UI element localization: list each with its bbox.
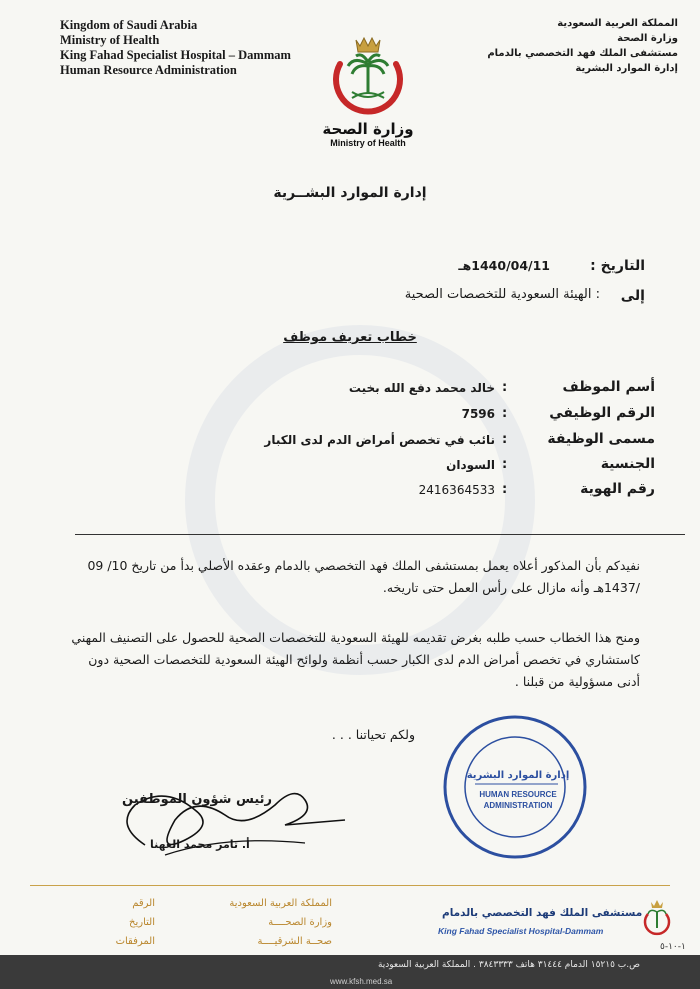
signatory-title: رئيس شؤون الموظفين <box>122 792 273 807</box>
field-label-id-number: رقم الهوية <box>580 481 655 497</box>
footer-date-label: التاريخ <box>129 917 155 928</box>
footer-hospital-arabic: مستشفى الملك فهد التخصصي بالدمام <box>442 907 643 919</box>
header-ar-line-2: وزارة الصحة <box>617 33 678 44</box>
to-value: : الهيئة السعودية للتخصصات الصحية <box>404 287 600 302</box>
header-en-line-2: Ministry of Health <box>60 33 160 47</box>
footer-kingdom-text: المملكة العربية السعودية <box>229 898 332 909</box>
field-value-id-number: 2416364533 <box>418 483 495 497</box>
field-colon: : <box>502 406 508 421</box>
footer-ministry-lines <box>229 894 332 951</box>
footer-eastern-health-text: صحــة الشرقيــــة <box>257 936 332 947</box>
stamp-english-text-2: ADMINISTRATION <box>483 801 553 810</box>
field-label-job-title: مسمى الوظيفة <box>547 431 655 447</box>
header-english <box>60 18 291 78</box>
field-label-employee-number: الرقم الوظيفي <box>549 405 655 421</box>
field-label-name: أسم الموظف <box>562 379 655 395</box>
footer-reference-labels <box>116 894 155 951</box>
field-value-name: خالد محمد دفع الله بخيت <box>348 381 495 395</box>
logo-arabic-text: وزارة الصحة <box>322 120 414 138</box>
header-ar-line-3: مستشفى الملك فهد التخصصي بالدمام <box>487 48 678 59</box>
date-label: التاريخ : <box>590 258 645 274</box>
header-en-line-1: Kingdom of Saudi Arabia <box>60 18 198 32</box>
department-title: إدارة الموارد البشــرية <box>273 185 427 201</box>
reference-code: ١-١٠-٥ <box>660 942 686 952</box>
date-value: 1440/04/11هـ <box>458 258 550 273</box>
field-label-nationality: الجنسية <box>600 456 655 472</box>
footer-address: ص.ب ١٥٢١٥ الدمام ٣١٤٤٤ هاتف ٣٨٤٣٣٣٣ . المملكة العربية السعودية <box>377 960 640 970</box>
footer-attachments-label: المرفقات <box>115 936 155 947</box>
header-en-line-3: King Fahad Specialist Hospital – Dammam <box>60 48 291 62</box>
paragraph-purpose: ومنح هذا الخطاب حسب طلبه بغرض تقديمه للهيئة السعودية للتخصصات الصحية للحصول على التصنيف المهني كاستشاري في تخصص أمراض الدم لدى الكبار حسب أنظمة ولوائح الهيئة السعودية للتخصصات الصحية دون أدنى مسؤولية من قبلنا . <box>71 630 640 689</box>
field-colon: : <box>502 482 508 497</box>
divider-line <box>75 534 685 535</box>
header-ar-line-4: إدارة الموارد البشرية <box>575 63 678 74</box>
footer-ministry-emblem-icon <box>642 898 672 942</box>
paragraph-employment: نفيدكم بأن المذكور أعلاه يعمل بمستشفى الملك فهد التخصصي بالدمام وعقده الأصلي بدأ من تاريخ 10/ 09 /1437هـ وأنه مازال على رأس العمل حتى تاريخه. <box>87 558 640 595</box>
header-arabic <box>487 16 678 76</box>
logo-english-text: Ministry of Health <box>330 138 406 148</box>
field-colon: : <box>502 380 508 395</box>
header-ar-line-1: المملكة العربية السعودية <box>557 18 678 29</box>
stamp-arabic-text: إدارة الموارد البشرية <box>466 770 570 781</box>
signatory-name: أ. ثامر محمد العهنا <box>150 838 250 851</box>
footer-hospital-english: King Fahad Specialist Hospital-Dammam <box>438 926 604 936</box>
footer-ministry-text: وزارة الصحــــة <box>268 917 332 928</box>
header-en-line-4: Human Resource Administration <box>60 63 237 77</box>
letter-title: خطاب تعريف موظف <box>283 330 417 345</box>
stamp-english-text-1: HUMAN RESOURCE <box>479 790 557 799</box>
footer-number-label: الرقم <box>132 898 155 909</box>
field-value-employee-number: 7596 <box>461 407 495 421</box>
closing-greeting: ولكم تحياتنا . . . <box>331 727 415 742</box>
ministry-logo <box>318 34 418 152</box>
to-label: إلى <box>620 288 645 304</box>
field-colon: : <box>502 432 508 447</box>
field-colon: : <box>502 457 508 472</box>
ministry-emblem-icon <box>318 34 418 116</box>
field-value-nationality: السودان <box>446 458 495 472</box>
official-stamp <box>440 712 590 862</box>
field-value-job-title: نائب في تخصص أمراض الدم لدى الكبار <box>264 433 495 447</box>
footer-website-link[interactable]: www.kfsh.med.sa <box>330 977 393 986</box>
footer-divider <box>30 885 670 886</box>
